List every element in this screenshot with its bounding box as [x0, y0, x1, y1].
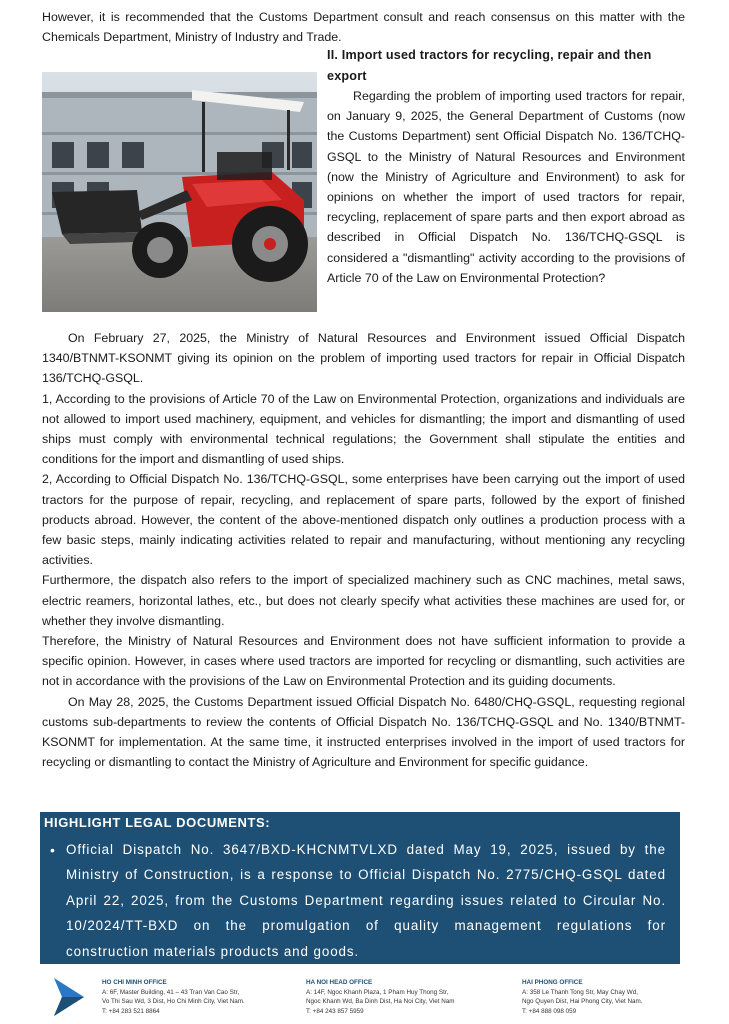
company-arrow-logo-icon [52, 976, 86, 1018]
office-address-line: Vo Thi Sau Wd, 3 Dist, Ho Chi Minh City, Viet Nam. [102, 998, 245, 1006]
highlight-legal-box [40, 812, 680, 964]
office-name: HA NOI HEAD OFFICE [306, 979, 373, 986]
office-name: HAI PHONG OFFICE [522, 979, 583, 986]
section-paragraph-1: Regarding the problem of importing used tractors for repair, on January 9, 2025, the General Department of Customs (now the Customs Department) sent Official Dispatch No. 136/TCHQ-GSQL to the Ministry of Natural Resources and Environment (now the Ministry of Agriculture and Environment) to ask for opinions on whether the import of used tractors for repair, recycling, replacement of spare parts and then export abroad as described in Official Dispatch No. 136/TCHQ-GSQL is considered a "dismantling" activity according to the provisions of Article 70 of the Law on Environmental Protection? [327, 89, 685, 285]
office-phone: T: +84 888 098 059 [522, 1007, 577, 1015]
office-address-line: A: 6F, Master Building, 41 – 43 Tran Van Cao Str, [102, 988, 240, 996]
paragraph-therefore: Therefore, the Ministry of Natural Resources and Environment does not have sufficient information to provide a specific opinion. However, in cases where used tractors are imported for recycling or dismantling, such activities are not in accordance with the provisions of the Law on Environmental Protection and its guiding documents. [42, 634, 685, 689]
office-address-line: A: 358 Le Thanh Tong Str, May Chay Wd, [522, 988, 638, 996]
section-column [327, 45, 685, 288]
section-heading: II. Import used tractors for recycling, repair and then export [327, 48, 652, 83]
office-name: HO CHI MINH OFFICE [102, 979, 167, 986]
office-address-line: Ngoc Khanh Wd, Ba Dinh Dist, Ha Noi City, Viet Nam [306, 998, 455, 1006]
paragraph-may-28: On May 28, 2025, the Customs Department issued Official Dispatch No. 6480/CHQ-GSQL, requesting regional customs sub-departments to review the contents of Official Dispatch No. 136/TCHQ-GSQL and No. 1340/BTNMT-KSONMT for implementation. At the same time, it instructed enterprises involved in the import of used tractors for recycling or dismantling to contact the Ministry of Agriculture and Environment for specific guidance. [42, 694, 685, 770]
office-phone: T: +84 283 521 8864 [102, 1007, 160, 1015]
highlight-item: Official Dispatch No. 3647/BXD-KHCNMTVLXD dated May 19, 2025, issued by the Ministry of Construction, is a response to Official Dispatch No. 2775/CHQ-GSQL dated April 22, 2025, from the Customs Department regarding issues related to Circular No. 10/2024/TT-BXD on the promulgation of quality management regulations for construction materials products and goods. [66, 842, 666, 959]
tractor-photo [42, 72, 317, 312]
paragraph-feb-27: On February 27, 2025, the Ministry of Natural Resources and Environment issued Official Dispatch 1340/BTNMT-KSONMT giving its opinion on the problem of importing used tractors for repair in Official Dispatch 136/TCHQ-GSQL. [42, 331, 685, 386]
office-phone: T: +84 243 857 5959 [306, 1007, 364, 1015]
highlight-title: HIGHLIGHT LEGAL DOCUMENTS: [44, 815, 271, 830]
office-address-line: A: 14F, Ngoc Khanh Plaza, 1 Pham Huy Thong Str, [306, 988, 449, 996]
bullet-icon: • [50, 842, 55, 858]
office-hcmc [102, 978, 245, 1016]
body-text [42, 328, 685, 772]
office-address-line: Ngo Quyen Dist, Hai Phong City, Viet Nam. [522, 998, 643, 1006]
paragraph-point-1: 1, According to the provisions of Article 70 of the Law on Environmental Protection, organizations and individuals are not allowed to import used machinery, equipment, and vehicles for dismantling; the import and dismantling of used ships must comply with environmental technical regulations; the Government shall stipulate the entities and conditions for the import and dismantling of used ships. [42, 391, 685, 467]
office-hanoi [306, 978, 455, 1016]
paragraph-point-2: 2, According to Official Dispatch No. 136/TCHQ-GSQL, some enterprises have been carrying out the import of used tractors for the purpose of repair, recycling, and replacement of spare parts, followed by the export of finished products abroad. However, the content of the above-mentioned dispatch only outlines a production process with a few basic steps, mainly indicating activities related to repair and manufacturing, without mentioning any recycling activities. [42, 472, 685, 568]
paragraph-furthermore: Furthermore, the dispatch also refers to the import of specialized machinery such as CNC machines, metal saws, electric reamers, horizontal lathes, etc., but does not clearly specify what activities these machines are used for, or whether they involve dismantling. [42, 573, 685, 628]
office-haiphong [522, 978, 643, 1016]
intro-paragraph: However, it is recommended that the Customs Department consult and reach consensus on this matter with the Chemicals Department, Ministry of Industry and Trade. [42, 10, 685, 45]
page-footer [0, 970, 729, 1024]
tractor-photo-illustration [42, 72, 317, 312]
